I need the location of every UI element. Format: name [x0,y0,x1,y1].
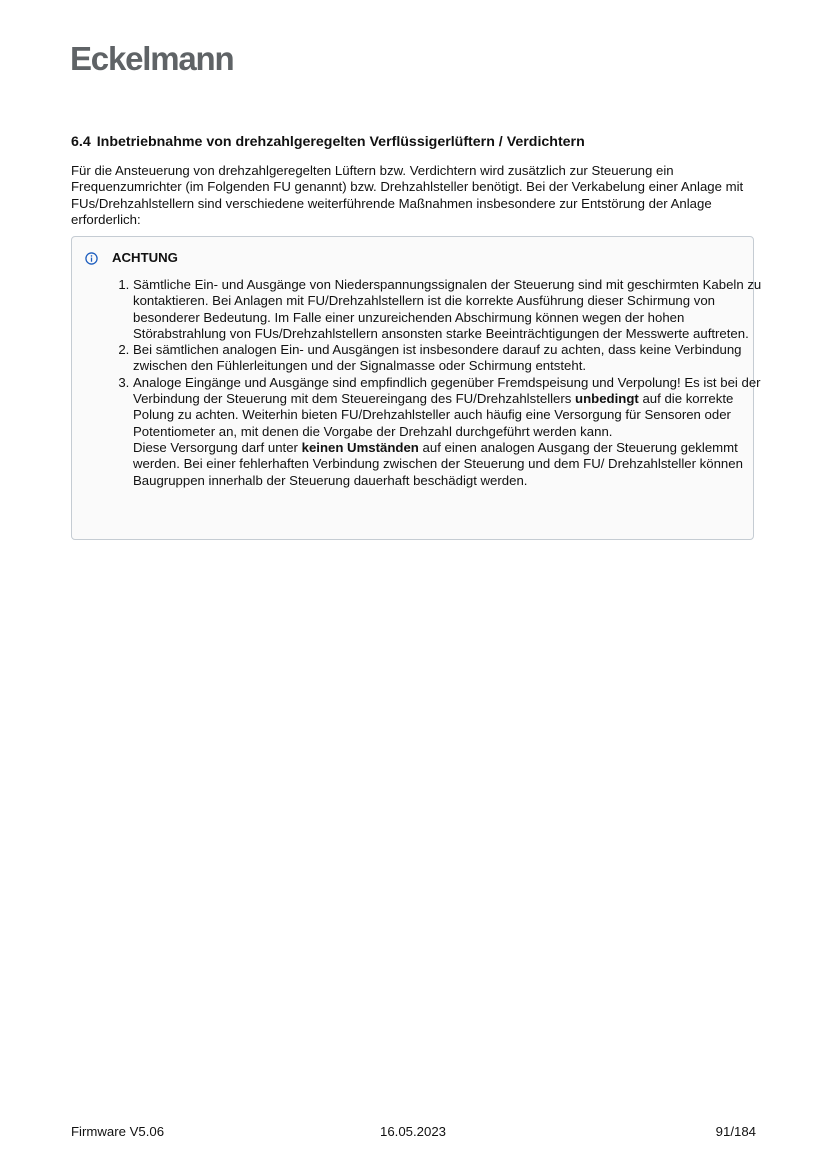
list-item [133,375,773,489]
footer-version: Firmware V5.06 [71,1124,165,1139]
section-title: Inbetriebnahme von drehzahlgeregelten Verflüssigerlüftern / Verdichtern [96,134,585,150]
footer-page-number: 91/184 [715,1124,756,1139]
section-number: 6.4 [71,134,91,150]
notice-title: ACHTUNG [112,250,178,265]
intro-paragraph: Für die Ansteuerung von drehzahlgeregelten Lüftern bzw. Verdichtern wird zusätzlich zur Steuerung ein Frequenzumrichter (im Folgenden FU genannt) bzw. Drehzahlsteller benötigt. Bei der Verkabelung einer Anlage mit FUs/Drehzahlstellern sind verschiedene weiterführende Maßnahmen insbesondere zur Entstörung der Anlage erforderlich: [71,163,744,227]
text: auf die korrekte Polung zu achten. Weiterhin bieten FU/Drehzahlsteller auch häufig eine Versorgung für Sensoren oder Potentiometer an, mit denen die Vorgabe der Drehzahl durchgeführt werden kann. [133,391,734,439]
list-item: 1. Sämtliche Ein- und Ausgänge von Niederspannungssignalen der Steuerung sind mit geschirmten Kabeln zu kontaktieren. Bei Anlagen mit FU/Drehzahlstellern ist die korrekte Ausführung dieser Schirmung von besonderer Bedeutung. Im Falle einer unzureichenden Abschirmung können wegen der hohen Störabstrahlung von FUs/Drehzahlstellern ansonsten starke Beeinträchtigungen der Messwerte auftreten. [133,277,773,342]
text: Analoge Eingänge und Ausgänge sind empfindlich gegenüber Fremdspeisung und Verpolung! Es ist bei der Verbindung der Steuerung mit dem Steuereingang des FU/Drehzahlstellers [133,374,761,407]
info-icon [85,252,98,265]
text: Diese Versorgung darf unter [133,439,302,455]
notice-list [112,277,773,489]
section-heading [71,134,585,150]
list-item: 2. Bei sämtlichen analogen Ein- und Ausgängen ist insbesondere darauf zu achten, dass keine Verbindung zwischen den Fühlerleitungen und der Signalmasse oder Schirmung entsteht. [133,342,773,375]
emphasis: keinen Umständen [301,439,419,455]
emphasis: unbedingt [575,391,639,407]
notice-box [71,236,762,540]
logo: Eckelmann [70,40,234,77]
footer-date: 16.05.2023 [380,1124,447,1139]
text: auf einen analogen Ausgang der Steuerung geklemmt werden. Bei einer fehlerhaften Verbindung zwischen der Steuerung und dem FU/ Drehzahlsteller können Baugruppen innerhalb der Steuerung dauerhaft beschädigt werden. [133,439,743,488]
